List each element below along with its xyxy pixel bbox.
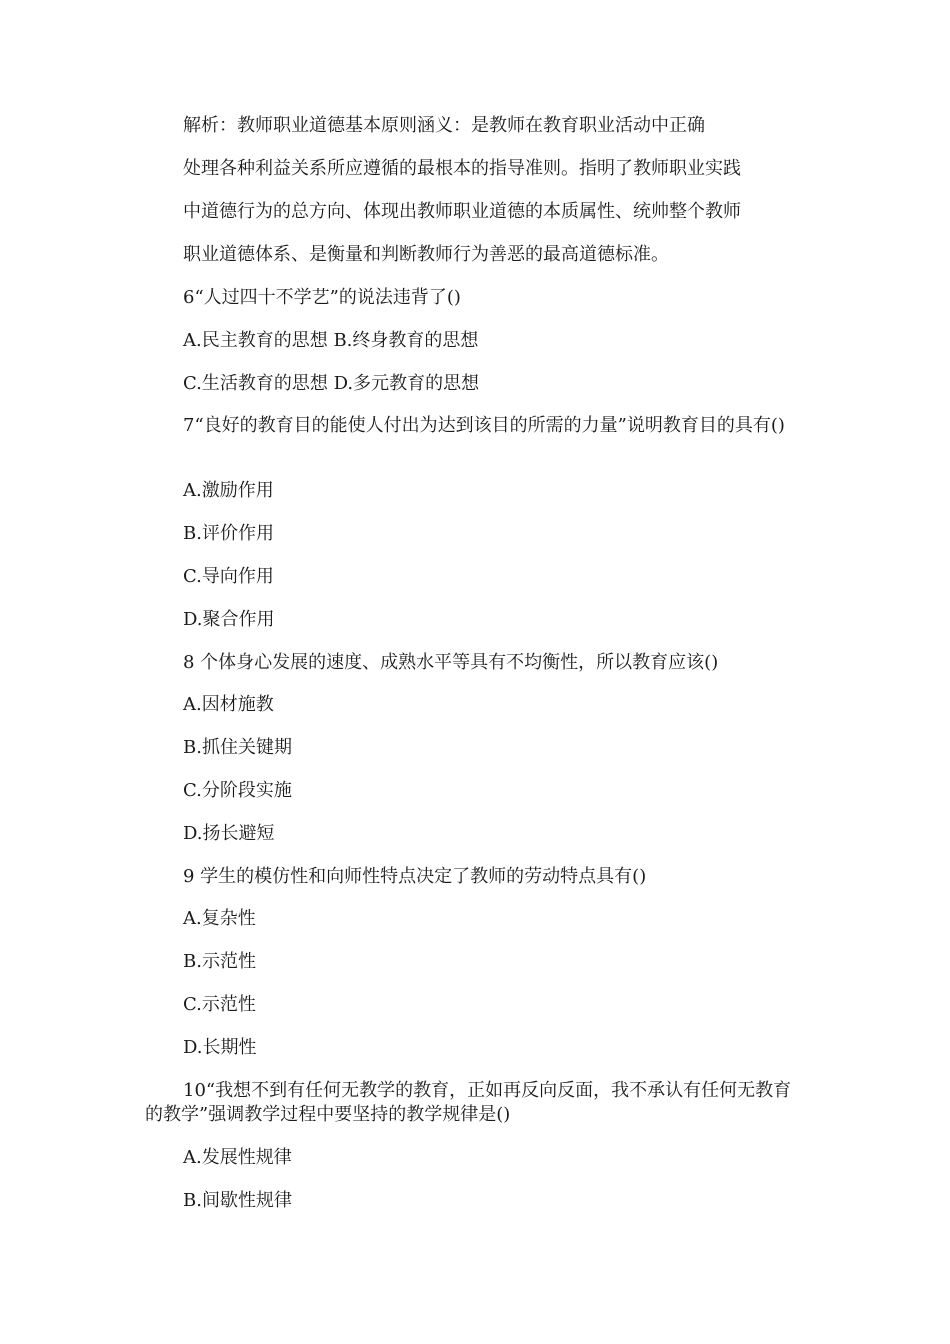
question-stem: 9 学生的模仿性和向师性特点决定了教师的劳动特点具有() [183,866,647,887]
question-option: C.示范性 [183,994,256,1015]
question-option: A.复杂性 [183,908,256,929]
question-option: B.抓住关键期 [183,737,292,758]
question-option: C.生活教育的思想 D.多元教育的思想 [183,373,480,394]
question-option: A.民主教育的思想 B.终身教育的思想 [183,330,479,351]
question-option: D.聚合作用 [183,609,275,630]
analysis-line: 解析：教师职业道德基本原则涵义：是教师在教育职业活动中正确 [183,115,705,136]
analysis-line: 中道德行为的总方向、体现出教师职业道德的本质属性、统帅整个教师 [183,201,741,222]
question-option: C.分阶段实施 [183,780,292,801]
question-option: B.评价作用 [183,523,274,544]
analysis-line: 处理各种利益关系所应遵循的最根本的指导准则。指明了教师职业实践 [183,158,741,179]
question-stem: 7“良好的教育目的能使人付出为达到该目的所需的力量”说明教育目的具有() [183,415,785,436]
question-stem: 6“人过四十不学艺”的说法违背了() [183,287,461,308]
question-option: B.示范性 [183,951,256,972]
question-option: A.因材施教 [183,694,274,715]
question-option: D.长期性 [183,1037,257,1058]
question-option: C.导向作用 [183,566,274,587]
question-stem: 8 个体身心发展的速度、成熟水平等具有不均衡性，所以教育应该() [183,652,719,673]
question-option: A.发展性规律 [183,1147,292,1168]
question-option: A.激励作用 [183,480,274,501]
question-option: D.扬长避短 [183,823,275,844]
question-stem: 10“我想不到有任何无教学的教育，正如再反向反面，我不承认有任何无教育的教学”强调教学过程中要坚持的教学规律是() [145,1080,792,1125]
question-option: B.间歇性规律 [183,1190,292,1211]
analysis-line: 职业道德体系、是衡量和判断教师行为善恶的最高道德标准。 [183,244,669,265]
